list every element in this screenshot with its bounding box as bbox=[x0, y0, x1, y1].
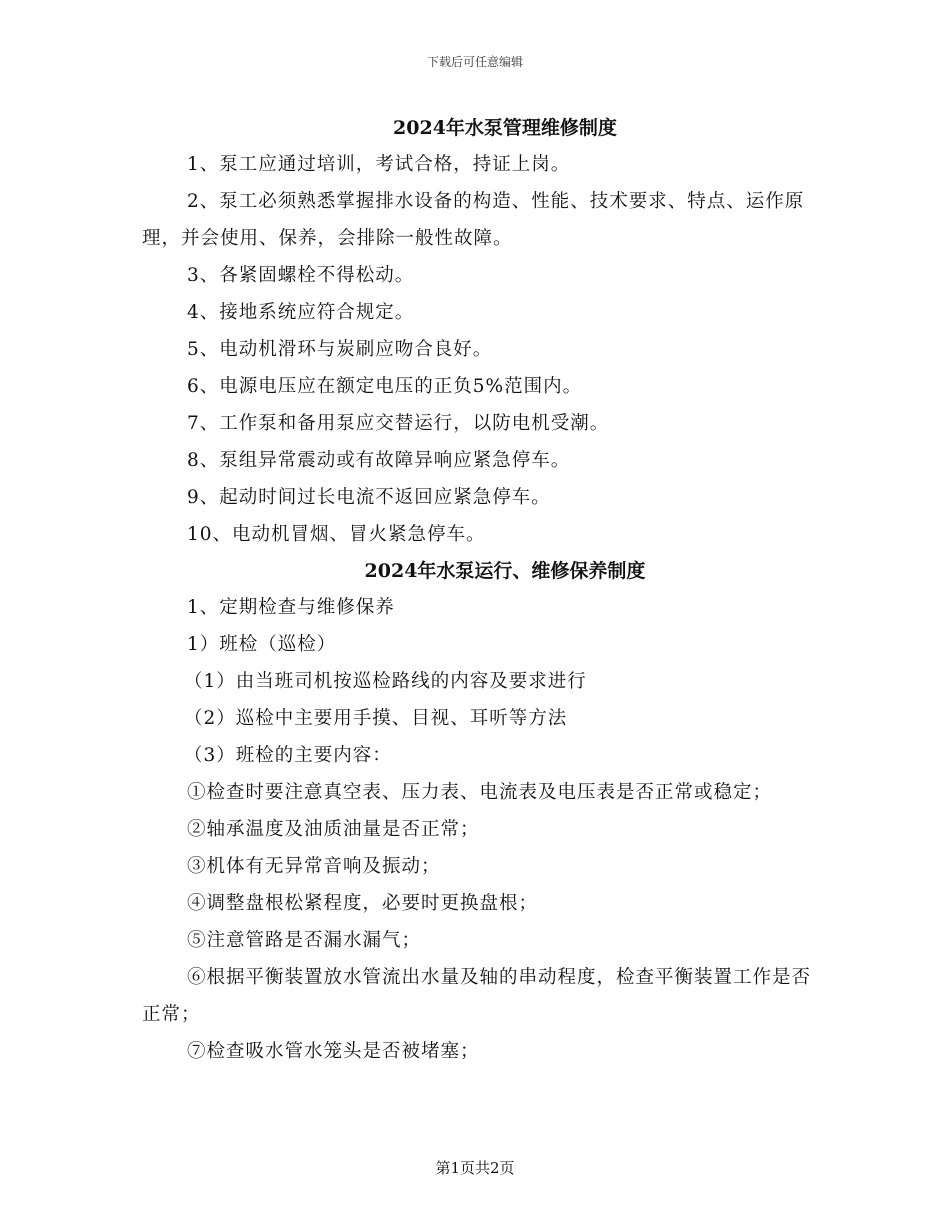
paragraph: 9、起动时间过长电流不返回应紧急停车。 bbox=[187, 487, 551, 508]
paragraph: ①检查时要注意真空表、压力表、电流表及电压表是否正常或稳定； bbox=[187, 782, 773, 803]
paragraph: 7、工作泵和备用泵应交替运行，以防电机受潮。 bbox=[187, 413, 610, 434]
page-header: 下载后可任意编辑 bbox=[426, 55, 523, 69]
paragraph: 2、泵工必须熟悉掌握排水设备的构造、性能、技术要求、特点、运作原理，并会使用、保养，会排除一般性故障。 bbox=[142, 191, 805, 249]
page-footer: 第1页共2页 bbox=[435, 1159, 515, 1177]
paragraph: 3、各紧固螺栓不得松动。 bbox=[187, 265, 415, 286]
paragraph: ②轴承温度及油质油量是否正常； bbox=[187, 819, 480, 840]
section-title-1: 2024年水泵管理维修制度 bbox=[393, 117, 617, 139]
paragraph: 6、电源电压应在额定电压的正负5%范围内。 bbox=[187, 376, 583, 397]
paragraph: ⑥根据平衡装置放水管流出水量及轴的串动程度，检查平衡装置工作是否正常； bbox=[142, 967, 812, 1025]
paragraph: 4、接地系统应符合规定。 bbox=[187, 302, 415, 323]
paragraph: 1、泵工应通过培训，考试合格，持证上岗。 bbox=[187, 154, 571, 175]
paragraph: ⑦检查吸水管水笼头是否被堵塞； bbox=[187, 1041, 480, 1062]
paragraph: ③机体有无异常音响及振动； bbox=[187, 856, 441, 877]
section-title-2: 2024年水泵运行、维修保养制度 bbox=[364, 560, 646, 582]
paragraph: （3）班检的主要内容： bbox=[184, 745, 392, 766]
paragraph: （2）巡检中主要用手摸、目视、耳听等方法 bbox=[184, 708, 568, 729]
paragraph: 1）班检（巡检） bbox=[187, 634, 337, 655]
document-body bbox=[142, 110, 812, 1070]
paragraph: 5、电动机滑环与炭刷应吻合良好。 bbox=[187, 339, 493, 360]
paragraph: （1）由当班司机按巡检路线的内容及要求进行 bbox=[184, 671, 587, 692]
paragraph: 8、泵组异常震动或有故障异响应紧急停车。 bbox=[187, 450, 571, 471]
paragraph: ⑤注意管路是否漏水漏气； bbox=[187, 930, 422, 951]
paragraph: ④调整盘根松紧程度，必要时更换盘根； bbox=[187, 893, 539, 914]
paragraph: 10、电动机冒烟、冒火紧急停车。 bbox=[187, 524, 486, 545]
paragraph: 1、定期检查与维修保养 bbox=[187, 597, 395, 618]
